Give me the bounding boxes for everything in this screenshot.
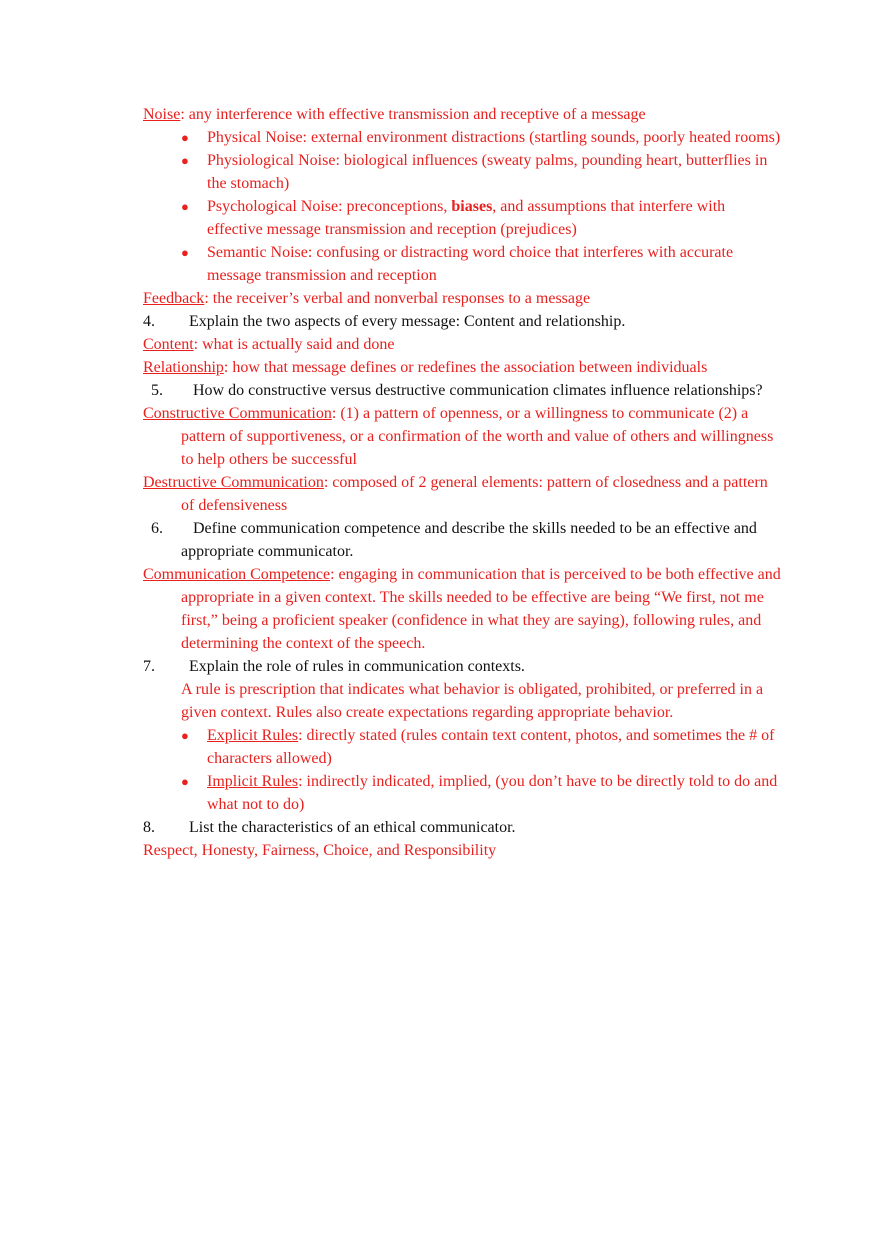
noise-types-list	[143, 126, 783, 287]
question-text: Explain the two aspects of every message: Content and relationship.	[189, 313, 626, 330]
bullet-icon: ●	[181, 130, 189, 145]
bullet-icon: ●	[181, 774, 189, 789]
list-item: ● Psychological Noise: preconceptions, biases, and assumptions that interfere with effective message transmission and reception (prejudices)	[143, 195, 783, 241]
feedback-definition: Feedback: the receiver’s verbal and nonverbal responses to a message	[143, 290, 591, 307]
list-item: ● Physiological Noise: biological influences (sweaty palms, pounding heart, butterflies in the stomach)	[143, 149, 783, 195]
feedback-term: Feedback	[143, 290, 205, 307]
question-7	[143, 655, 783, 678]
rules-answer: A rule is prescription that indicates what behavior is obligated, prohibited, or preferred in a given context. Rules also create expectations regarding appropriate behavior.	[181, 681, 764, 721]
document-content	[143, 103, 783, 862]
implicit-rules-term: Implicit Rules	[207, 773, 299, 790]
relationship-definition: Relationship: how that message defines or redefines the association between individuals	[143, 359, 708, 376]
question-text: Define communication competence and describe the skills needed to be an effective and appropriate communicator.	[181, 520, 757, 560]
noise-term: Noise	[143, 106, 181, 123]
question-text: Explain the role of rules in communication contexts.	[189, 658, 525, 675]
noise-definition	[143, 103, 783, 126]
competence-term: Communication Competence	[143, 566, 331, 583]
bullet-icon: ●	[181, 153, 189, 168]
question-text: List the characteristics of an ethical communicator.	[189, 819, 516, 836]
question-4	[143, 310, 783, 333]
bullet-icon: ●	[181, 728, 189, 743]
rules-list	[143, 724, 783, 816]
content-definition: Content: what is actually said and done	[143, 336, 395, 353]
bullet-icon: ●	[181, 199, 189, 214]
relationship-term: Relationship	[143, 359, 224, 376]
question-number: 5.	[151, 382, 163, 399]
question-number: 6.	[151, 520, 163, 537]
question-number: 8.	[143, 819, 155, 836]
question-8	[143, 816, 783, 839]
ethical-answer: Respect, Honesty, Fairness, Choice, and Responsibility	[143, 842, 497, 859]
bullet-icon: ●	[181, 245, 189, 260]
question-6	[143, 517, 783, 563]
explicit-rules-term: Explicit Rules	[207, 727, 299, 744]
constructive-definition: Constructive Communication: (1) a pattern of openness, or a willingness to communicate (2) a pattern of supportiveness, or a confirmation of the worth and value of others and willingness to help others be successful	[143, 405, 774, 468]
emphasis-biases: biases	[451, 198, 493, 215]
destructive-definition: Destructive Communication: composed of 2 general elements: pattern of closedness and a pattern of defensiveness	[143, 474, 768, 514]
competence-definition: Communication Competence: engaging in communication that is perceived to be both effective and appropriate in a given context. The skills needed to be effective are being “We first, not me first,” being a proficient speaker (confidence in what they are saying), following rules, and determining the context of the speech.	[143, 566, 781, 652]
list-item: ● Explicit Rules: directly stated (rules contain text content, photos, and sometimes the # of characters allowed)	[143, 724, 783, 770]
question-text: How do constructive versus destructive communication climates influence relationships?	[193, 382, 763, 399]
constructive-term: Constructive Communication	[143, 405, 332, 422]
question-number: 4.	[143, 313, 155, 330]
list-item: ● Physical Noise: external environment distractions (startling sounds, poorly heated rooms)	[143, 126, 783, 149]
content-term: Content	[143, 336, 194, 353]
destructive-term: Destructive Communication	[143, 474, 324, 491]
question-5	[143, 379, 783, 402]
question-number: 7.	[143, 658, 155, 675]
list-item: ● Semantic Noise: confusing or distracting word choice that interferes with accurate message transmission and reception	[143, 241, 783, 287]
list-item: ● Implicit Rules: indirectly indicated, implied, (you don’t have to be directly told to do and what not to do)	[143, 770, 783, 816]
noise-def: : any interference with effective transmission and receptive of a message	[180, 106, 646, 123]
